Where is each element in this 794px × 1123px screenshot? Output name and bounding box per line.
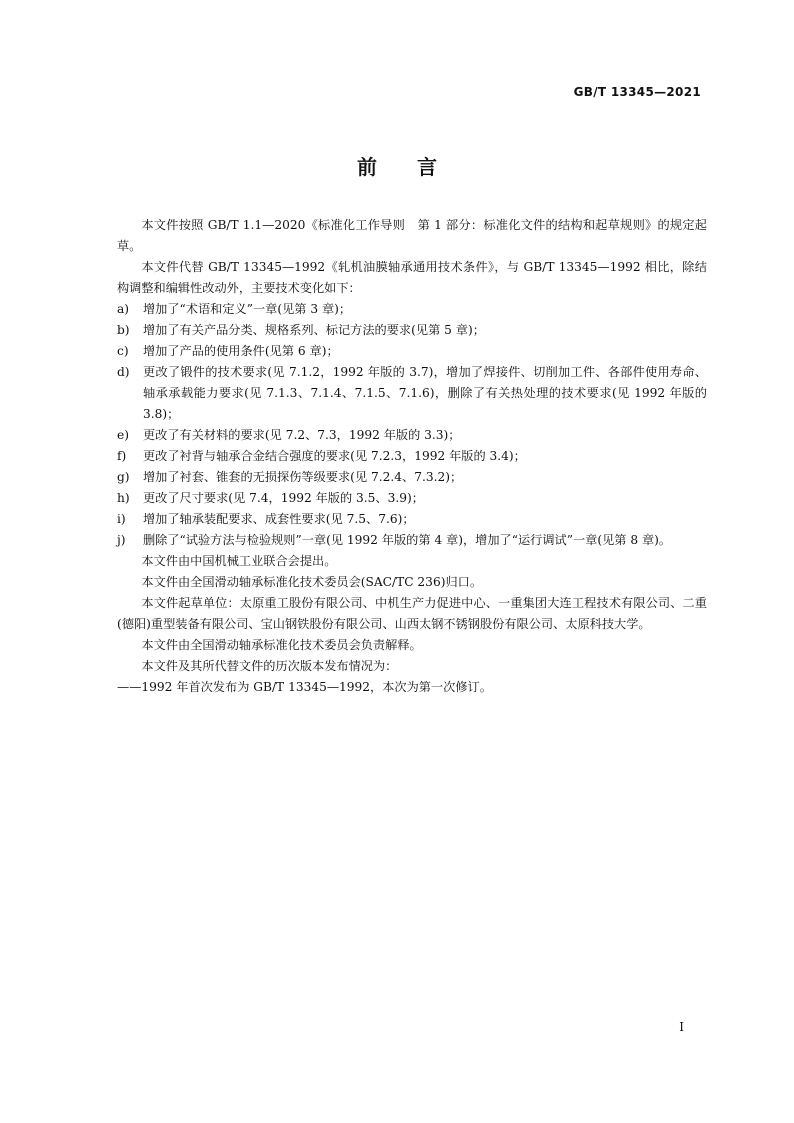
list-item-label: a)	[117, 302, 130, 316]
list-item	[117, 509, 707, 530]
list-item	[117, 530, 707, 551]
list-item-text: 增加了轴承装配要求、成套性要求(见 7.5、7.6)；	[143, 512, 415, 526]
list-item-text: 更改了衬背与轴承合金结合强度的要求(见 7.2.3，1992 年版的 3.4)；	[143, 449, 526, 463]
list-item-text: 增加了产品的使用条件(见第 6 章)；	[143, 344, 339, 358]
list-item	[117, 446, 707, 467]
paragraph: 本文件代替 GB/T 13345—1992《轧机油膜轴承通用技术条件》，与 GB/T 13345—1992 相比，除结构调整和编辑性改动外，主要技术变化如下：	[117, 260, 707, 295]
list-item-label: e)	[117, 428, 129, 442]
page-title: 前言	[357, 155, 477, 179]
foreword-body	[117, 215, 707, 698]
list-item-label: g)	[117, 470, 130, 484]
list-item	[117, 488, 707, 509]
list-item	[117, 467, 707, 488]
list-item-label: f)	[117, 449, 127, 463]
paragraph: 本文件按照 GB/T 1.1—2020《标准化工作导则 第 1 部分：标准化文件的结构和起草规则》的规定起草。	[117, 218, 707, 253]
list-item	[117, 425, 707, 446]
paragraph: 本文件及其所代替文件的历次版本发布情况为：	[141, 659, 398, 673]
paragraph: 本文件由全国滑动轴承标准化技术委员会负责解释。	[141, 638, 422, 652]
list-item-label: d)	[117, 365, 130, 379]
standard-code: GB/T 13345—2021	[573, 85, 701, 99]
paragraph: 本文件由全国滑动轴承标准化技术委员会(SAC/TC 236)归口。	[141, 575, 483, 589]
paragraph: 本文件起草单位：太原重工股份有限公司、中机生产力促进中心、一重集团大连工程技术有限公司、二重(德阳)重型装备有限公司、宝山钢铁股份有限公司、山西太钢不锈钢股份有限公司、太原科技大学。	[117, 596, 707, 631]
list-item-text: 增加了有关产品分类、规格系列、标记方法的要求(见第 5 章)；	[143, 323, 485, 337]
list-item-text: 删除了“试验方法与检验规则”一章(见 1992 年版的第 4 章)，增加了“运行调试”一章(见第 8 章)。	[143, 533, 672, 547]
list-item-text: 更改了尺寸要求(见 7.4，1992 年版的 3.5、3.9)；	[143, 491, 424, 505]
list-item-label: j)	[117, 533, 126, 547]
page-number: I	[679, 1020, 684, 1034]
list-item-label: i)	[117, 512, 126, 526]
list-item-text: 更改了有关材料的要求(见 7.2、7.3，1992 年版的 3.3)；	[143, 428, 461, 442]
list-item-label: h)	[117, 491, 130, 505]
list-item	[117, 341, 707, 362]
history-line: ——1992 年首次发布为 GB/T 13345—1992，本次为第一次修订。	[117, 680, 492, 694]
list-item-text: 增加了衬套、锥套的无损探伤等级要求(见 7.2.4、7.3.2)；	[143, 470, 463, 484]
list-item	[117, 320, 707, 341]
list-item-text: 增加了“术语和定义”一章(见第 3 章)；	[143, 302, 352, 316]
list-item-label: b)	[117, 323, 130, 337]
list-item-label: c)	[117, 344, 129, 358]
list-item	[117, 362, 707, 425]
paragraph: 本文件由中国机械工业联合会提出。	[141, 554, 337, 568]
list-item-text: 更改了锻件的技术要求(见 7.1.2，1992 年版的 3.7)，增加了焊接件、切削加工件、各部件使用寿命、轴承承载能力要求(见 7.1.3、7.1.4、7.1.5、7.1.6)，删除了有关热处理的技术要求(见 1992 年版的 3.8)；	[143, 365, 707, 421]
list-item	[117, 299, 707, 320]
